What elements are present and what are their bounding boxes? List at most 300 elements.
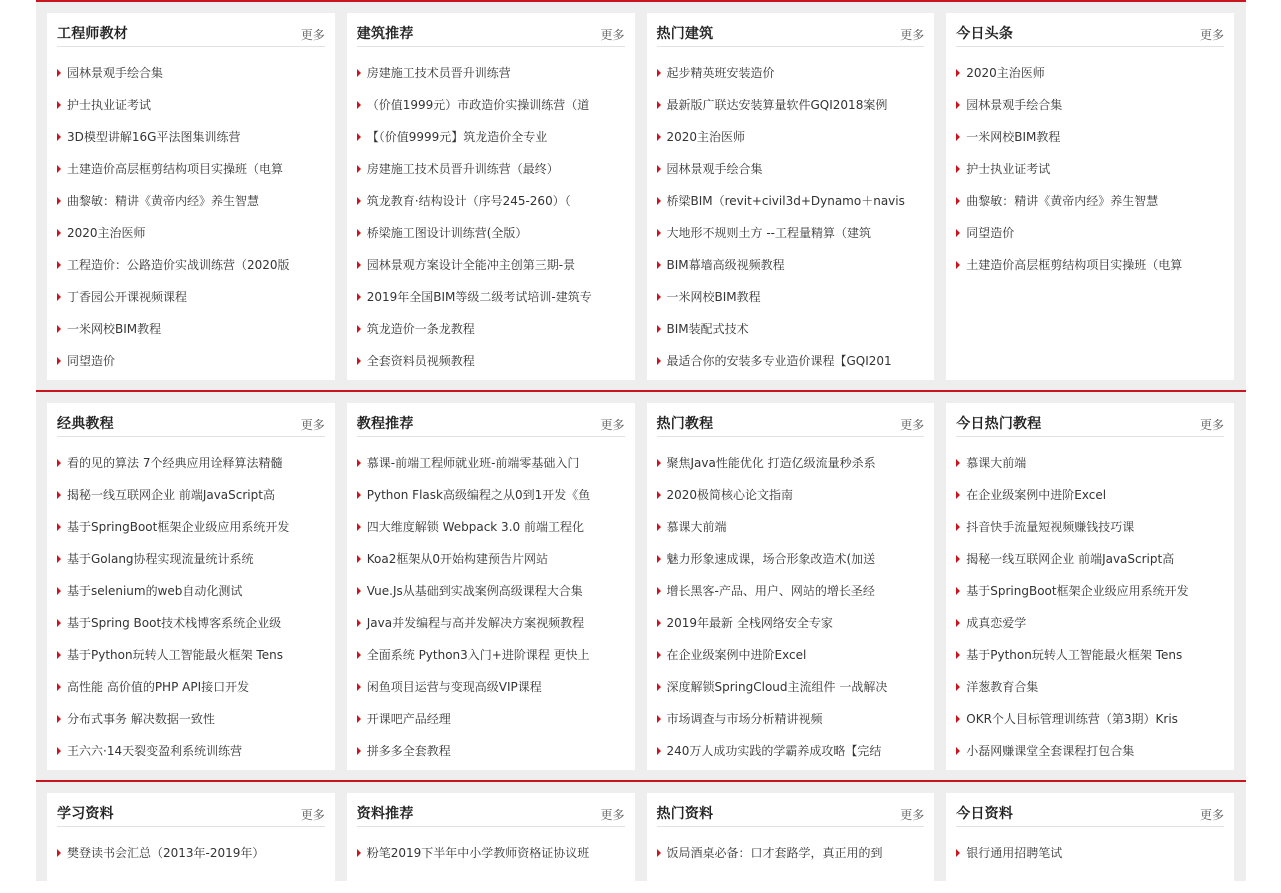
caret-right-icon	[956, 101, 960, 109]
more-link[interactable]: 更多	[900, 418, 925, 432]
list-item-label: 魅力形象速成课，场合形象改造术(加送	[666, 552, 876, 566]
list-item[interactable]	[357, 89, 625, 121]
caret-right-icon	[956, 197, 960, 205]
caret-right-icon	[657, 523, 661, 531]
list-item-label: 闲鱼项目运营与变现高级VIP课程	[366, 680, 542, 694]
list-item-label: 基于Golang协程实现流量统计系统	[67, 552, 254, 566]
list-item[interactable]	[956, 575, 1224, 607]
list-item-label: 一米网校BIM教程	[67, 322, 162, 336]
list-item-label: 桥梁BIM（revit+civil3d+Dynamo＋navis	[666, 194, 905, 208]
list-item[interactable]	[657, 345, 925, 377]
caret-right-icon	[956, 229, 960, 237]
caret-right-icon	[657, 197, 661, 205]
caret-right-icon	[657, 229, 661, 237]
list-item[interactable]	[956, 121, 1224, 153]
list-item-label: 筑龙教育·结构设计（序号245-260）（	[366, 194, 571, 208]
list-item-label: 揭秘一线互联网企业 前端JavaScript高	[966, 552, 1175, 566]
list-item[interactable]	[357, 345, 625, 377]
more-link[interactable]: 更多	[1199, 808, 1224, 822]
list-item[interactable]	[657, 281, 925, 313]
list-item-label: 最新版广联达安装算量软件GQI2018案例	[666, 98, 888, 112]
list-item[interactable]	[57, 185, 325, 217]
panel-list	[956, 47, 1224, 281]
caret-right-icon	[657, 261, 661, 269]
list-item[interactable]	[956, 671, 1224, 703]
content-section	[36, 780, 1246, 881]
caret-right-icon	[57, 619, 61, 627]
panel-title: 教程推荐	[356, 416, 414, 432]
caret-right-icon	[57, 651, 61, 659]
caret-right-icon	[57, 459, 61, 467]
list-item-label: 护士执业证考试	[966, 162, 1051, 176]
caret-right-icon	[657, 165, 661, 173]
list-item-label: 2020主治医师	[666, 130, 746, 144]
list-item-label: 工程造价：公路造价实战训练营（2020版	[67, 258, 290, 272]
list-item-label: 土建造价高层框剪结构项目实操班（电算	[67, 162, 284, 176]
list-item[interactable]	[57, 735, 325, 767]
list-item[interactable]	[357, 249, 625, 281]
list-item[interactable]	[57, 511, 325, 543]
list-item[interactable]	[357, 313, 625, 345]
panel-title: 今日资料	[956, 806, 1014, 822]
list-item[interactable]	[57, 89, 325, 121]
caret-right-icon	[57, 133, 61, 141]
list-item-label: 拼多多全套教程	[366, 744, 451, 758]
list-item-label: 最适合你的安装多专业造价课程【GQI201	[666, 354, 892, 368]
list-item[interactable]	[657, 249, 925, 281]
list-item[interactable]	[357, 185, 625, 217]
list-item[interactable]	[357, 479, 625, 511]
list-item-label: 曲黎敏：精讲《黄帝内经》养生智慧	[67, 194, 260, 208]
list-item-label: Vue.Js从基础到实战案例高级课程大合集	[366, 584, 583, 598]
list-item[interactable]	[956, 543, 1224, 575]
list-item[interactable]	[57, 671, 325, 703]
list-item[interactable]	[956, 217, 1224, 249]
list-item-label: 慕课大前端	[966, 456, 1027, 470]
list-item[interactable]	[357, 511, 625, 543]
panel-list	[357, 827, 625, 869]
caret-right-icon	[357, 101, 361, 109]
list-item-label: 2020主治医师	[966, 66, 1045, 80]
list-item[interactable]	[357, 735, 625, 767]
list-item-label: 房建施工技术员晋升训练营	[366, 66, 511, 80]
caret-right-icon	[657, 555, 661, 563]
list-item[interactable]	[357, 447, 625, 479]
caret-right-icon	[57, 357, 61, 365]
panel-header	[956, 793, 1224, 827]
panel-list	[357, 47, 625, 377]
list-item[interactable]	[657, 837, 925, 869]
list-item-label: 起步精英班安装造价	[666, 66, 775, 80]
list-item[interactable]	[57, 57, 325, 89]
caret-right-icon	[357, 555, 361, 563]
caret-right-icon	[57, 293, 61, 301]
caret-right-icon	[357, 357, 361, 365]
panel-list	[57, 47, 325, 377]
content-section	[36, 0, 1246, 390]
list-item[interactable]	[657, 217, 925, 249]
list-item[interactable]	[956, 249, 1224, 281]
list-item[interactable]	[57, 249, 325, 281]
caret-right-icon	[57, 747, 61, 755]
list-panel	[347, 403, 635, 770]
caret-right-icon	[57, 325, 61, 333]
caret-right-icon	[357, 261, 361, 269]
caret-right-icon	[956, 651, 960, 659]
caret-right-icon	[657, 619, 661, 627]
list-item-label: 同望造价	[67, 354, 116, 368]
list-item-label: 3D模型讲解16G平法图集训练营	[67, 130, 241, 144]
caret-right-icon	[956, 683, 960, 691]
list-item[interactable]	[657, 447, 925, 479]
caret-right-icon	[956, 747, 960, 755]
caret-right-icon	[357, 165, 361, 173]
list-item-label: 基于Spring Boot技术栈博客系统企业级	[67, 616, 282, 630]
caret-right-icon	[57, 555, 61, 563]
list-item[interactable]	[357, 575, 625, 607]
list-item[interactable]	[657, 511, 925, 543]
list-item[interactable]	[956, 57, 1224, 89]
list-item[interactable]	[57, 575, 325, 607]
list-item[interactable]	[657, 479, 925, 511]
caret-right-icon	[357, 849, 361, 857]
list-item-label: 2019年全国BIM等级二级考试培训-建筑专	[366, 290, 592, 304]
list-item[interactable]	[57, 313, 325, 345]
caret-right-icon	[57, 587, 61, 595]
list-item-label: 小磊网赚课堂全套课程打包合集	[966, 744, 1135, 758]
list-item[interactable]	[956, 479, 1224, 511]
list-item[interactable]	[357, 543, 625, 575]
list-panel	[347, 793, 635, 893]
list-item[interactable]	[57, 639, 325, 671]
list-panel	[47, 793, 335, 893]
list-item[interactable]	[657, 735, 925, 767]
list-item-label: （价值1999元）市政造价实操训练营（道	[366, 98, 590, 112]
list-item-label: 饭局酒桌必备：口才套路学，真正用的到	[666, 846, 883, 860]
caret-right-icon	[657, 683, 661, 691]
list-item-label: 全面系统 Python3入门+进阶课程 更快上	[366, 648, 590, 662]
list-item[interactable]	[57, 479, 325, 511]
list-item[interactable]	[657, 639, 925, 671]
caret-right-icon	[657, 587, 661, 595]
list-item[interactable]	[956, 735, 1224, 767]
caret-right-icon	[956, 165, 960, 173]
caret-right-icon	[657, 849, 661, 857]
list-item-label: Koa2框架从0开始构建预告片网站	[366, 552, 548, 566]
list-item[interactable]	[956, 447, 1224, 479]
panel-header	[956, 403, 1224, 437]
list-item[interactable]	[357, 703, 625, 735]
list-item-label: 护士执业证考试	[67, 98, 152, 112]
list-item-label: 基于selenium的web自动化测试	[67, 584, 243, 598]
list-item[interactable]	[956, 89, 1224, 121]
caret-right-icon	[956, 459, 960, 467]
panel-list	[57, 827, 325, 869]
list-item-label: 基于SpringBoot框架企业级应用系统开发	[966, 584, 1189, 598]
list-item-label: 桥梁施工图设计训练营(全版）	[366, 226, 528, 240]
list-item[interactable]	[357, 639, 625, 671]
list-item-label: 王六六·14天裂变盈利系统训练营	[67, 744, 243, 758]
list-item-label: 2020主治医师	[67, 226, 146, 240]
list-item-label: 【（价值9999元】筑龙造价全专业	[366, 130, 548, 144]
content-section	[36, 390, 1246, 780]
panel-header	[357, 403, 625, 437]
list-item-label: OKR个人目标管理训练营（第3期）Kris	[966, 712, 1178, 726]
more-link[interactable]: 更多	[900, 808, 925, 822]
list-item-label: 慕课-前端工程师就业班-前端零基础入门	[366, 456, 580, 470]
list-item[interactable]	[357, 121, 625, 153]
list-item-label: 在企业级案例中进阶Excel	[966, 488, 1107, 502]
list-panel	[47, 403, 335, 770]
caret-right-icon	[57, 101, 61, 109]
panel-title: 资料推荐	[356, 806, 414, 822]
list-item-label: 园林景观方案设计全能冲主创第三期-景	[366, 258, 576, 272]
caret-right-icon	[57, 69, 61, 77]
list-item[interactable]	[57, 607, 325, 639]
caret-right-icon	[357, 133, 361, 141]
caret-right-icon	[657, 293, 661, 301]
list-item-label: 基于Python玩转人工智能最火框架 Tens	[67, 648, 283, 662]
list-item[interactable]	[357, 607, 625, 639]
caret-right-icon	[956, 69, 960, 77]
caret-right-icon	[657, 715, 661, 723]
caret-right-icon	[657, 133, 661, 141]
list-item-label: 曲黎敏：精讲《黄帝内经》养生智慧	[966, 194, 1159, 208]
caret-right-icon	[956, 261, 960, 269]
list-item[interactable]	[956, 837, 1224, 869]
caret-right-icon	[357, 325, 361, 333]
list-item-label: 2020极简核心论文指南	[666, 488, 794, 502]
caret-right-icon	[57, 491, 61, 499]
caret-right-icon	[57, 523, 61, 531]
caret-right-icon	[657, 747, 661, 755]
list-item-label: BIM装配式技术	[666, 322, 749, 336]
list-item[interactable]	[956, 703, 1224, 735]
panel-list	[657, 47, 925, 377]
list-item-label: 园林景观手绘合集	[666, 162, 763, 176]
list-item[interactable]	[657, 185, 925, 217]
list-item[interactable]	[956, 607, 1224, 639]
list-item-label: 市场调查与市场分析精讲视频	[666, 712, 823, 726]
list-item[interactable]	[657, 575, 925, 607]
list-item[interactable]	[956, 185, 1224, 217]
caret-right-icon	[357, 651, 361, 659]
caret-right-icon	[57, 849, 61, 857]
panel-header	[57, 403, 325, 437]
caret-right-icon	[57, 229, 61, 237]
list-item[interactable]	[357, 837, 625, 869]
list-item-label: 房建施工技术员晋升训练营（最终）	[366, 162, 559, 176]
list-item[interactable]	[357, 153, 625, 185]
more-link[interactable]: 更多	[300, 28, 325, 42]
list-panel	[347, 13, 635, 380]
list-panel	[647, 13, 935, 380]
list-item[interactable]	[657, 671, 925, 703]
list-item[interactable]	[57, 217, 325, 249]
panel-header	[956, 13, 1224, 47]
list-item-label: 洋葱教育合集	[966, 680, 1039, 694]
more-link[interactable]: 更多	[900, 28, 925, 42]
list-item[interactable]	[57, 703, 325, 735]
panel-list	[956, 437, 1224, 767]
list-item[interactable]	[57, 837, 325, 869]
list-item-label: 240万人成功实践的学霸养成攻略【完结	[666, 744, 882, 758]
list-item-label: 四大维度解锁 Webpack 3.0 前端工程化	[366, 520, 584, 534]
more-link[interactable]: 更多	[300, 418, 325, 432]
list-item[interactable]	[657, 153, 925, 185]
list-item-label: 在企业级案例中进阶Excel	[666, 648, 807, 662]
panel-title: 热门资料	[656, 806, 714, 822]
caret-right-icon	[357, 523, 361, 531]
list-item-label: BIM幕墙高级视频教程	[666, 258, 785, 272]
caret-right-icon	[657, 69, 661, 77]
list-item-label: 土建造价高层框剪结构项目实操班（电算	[966, 258, 1183, 272]
list-panel	[647, 793, 935, 893]
caret-right-icon	[657, 325, 661, 333]
panel-title: 建筑推荐	[356, 26, 414, 42]
panel-header	[657, 13, 925, 47]
caret-right-icon	[657, 491, 661, 499]
list-panel	[946, 13, 1234, 380]
list-item[interactable]	[57, 447, 325, 479]
caret-right-icon	[657, 459, 661, 467]
list-item[interactable]	[956, 153, 1224, 185]
caret-right-icon	[956, 587, 960, 595]
panel-header	[357, 13, 625, 47]
panel-title: 今日热门教程	[956, 416, 1042, 432]
panel-title: 学习资料	[57, 806, 114, 822]
panel-title: 经典教程	[57, 416, 114, 432]
more-link[interactable]: 更多	[600, 28, 625, 42]
caret-right-icon	[57, 165, 61, 173]
list-item-label: 基于Python玩转人工智能最火框架 Tens	[966, 648, 1183, 662]
list-item-label: 樊登读书会汇总（2013年-2019年）	[67, 846, 265, 860]
list-panel	[47, 13, 335, 380]
caret-right-icon	[657, 101, 661, 109]
panel-header	[357, 793, 625, 827]
caret-right-icon	[357, 683, 361, 691]
more-link[interactable]: 更多	[1199, 418, 1224, 432]
list-item-label: 聚焦Java性能优化 打造亿级流量秒杀系	[666, 456, 876, 470]
panel-list	[956, 827, 1224, 869]
list-item-label: 大地形不规则土方 --工程量精算（建筑	[666, 226, 871, 240]
caret-right-icon	[357, 69, 361, 77]
list-item[interactable]	[657, 89, 925, 121]
list-item[interactable]	[657, 543, 925, 575]
caret-right-icon	[357, 587, 361, 595]
list-item[interactable]	[57, 543, 325, 575]
panel-title: 今日头条	[956, 26, 1014, 42]
list-item-label: 增长黑客-产品、用户、网站的增长圣经	[666, 584, 875, 598]
list-item-label: 基于SpringBoot框架企业级应用系统开发	[67, 520, 290, 534]
list-item-label: 丁香园公开课视频课程	[67, 290, 188, 304]
list-item[interactable]	[657, 607, 925, 639]
caret-right-icon	[357, 747, 361, 755]
list-item-label: 看的见的算法 7个经典应用诠释算法精髓	[67, 456, 283, 470]
panel-header	[57, 13, 325, 47]
list-item[interactable]	[57, 281, 325, 313]
list-item-label: 粉笔2019下半年中小学教师资格证协议班	[366, 846, 590, 860]
list-item[interactable]	[357, 217, 625, 249]
list-item[interactable]	[357, 57, 625, 89]
list-item[interactable]	[956, 639, 1224, 671]
panel-header	[57, 793, 325, 827]
caret-right-icon	[357, 459, 361, 467]
panel-header	[657, 793, 925, 827]
list-item[interactable]	[657, 313, 925, 345]
caret-right-icon	[956, 555, 960, 563]
caret-right-icon	[57, 715, 61, 723]
caret-right-icon	[357, 229, 361, 237]
caret-right-icon	[357, 715, 361, 723]
list-item-label: 园林景观手绘合集	[966, 98, 1063, 112]
more-link[interactable]: 更多	[600, 808, 625, 822]
caret-right-icon	[956, 491, 960, 499]
caret-right-icon	[657, 651, 661, 659]
caret-right-icon	[956, 133, 960, 141]
caret-right-icon	[956, 523, 960, 531]
caret-right-icon	[357, 491, 361, 499]
panel-list	[657, 437, 925, 767]
caret-right-icon	[657, 357, 661, 365]
list-item-label: 筑龙造价一条龙教程	[366, 322, 475, 336]
list-panel	[946, 793, 1234, 893]
list-panel	[946, 403, 1234, 770]
panel-title: 工程师教材	[57, 26, 128, 42]
more-link[interactable]: 更多	[1199, 28, 1224, 42]
list-item-label: 园林景观手绘合集	[67, 66, 164, 80]
list-item[interactable]	[57, 153, 325, 185]
content-wrapper	[36, 0, 1246, 881]
caret-right-icon	[357, 293, 361, 301]
list-item[interactable]	[57, 345, 325, 377]
caret-right-icon	[956, 619, 960, 627]
list-item[interactable]	[657, 121, 925, 153]
caret-right-icon	[57, 197, 61, 205]
panel-header	[657, 403, 925, 437]
list-item-label: 同望造价	[966, 226, 1015, 240]
panel-title: 热门建筑	[656, 26, 714, 42]
caret-right-icon	[357, 197, 361, 205]
list-item-label: 揭秘一线互联网企业 前端JavaScript高	[67, 488, 275, 502]
list-item-label: 一米网校BIM教程	[666, 290, 761, 304]
list-item[interactable]	[357, 671, 625, 703]
panel-list	[357, 437, 625, 767]
list-item-label: 慕课大前端	[666, 520, 727, 534]
caret-right-icon	[956, 715, 960, 723]
more-link[interactable]: 更多	[600, 418, 625, 432]
list-item-label: Python Flask高级编程之从0到1开发《鱼	[366, 488, 591, 502]
list-item[interactable]	[57, 121, 325, 153]
list-item-label: 深度解锁SpringCloud主流组件 一战解决	[666, 680, 888, 694]
list-item-label: 银行通用招聘笔试	[966, 846, 1063, 860]
list-item-label: 2019年最新 全栈网络安全专家	[666, 616, 833, 630]
more-link[interactable]: 更多	[300, 808, 325, 822]
caret-right-icon	[57, 261, 61, 269]
list-item[interactable]	[657, 703, 925, 735]
caret-right-icon	[57, 683, 61, 691]
list-item-label: 分布式事务 解决数据一致性	[67, 712, 215, 726]
list-item[interactable]	[956, 511, 1224, 543]
list-item-label: 开课吧产品经理	[366, 712, 451, 726]
list-item[interactable]	[357, 281, 625, 313]
list-item-label: 一米网校BIM教程	[966, 130, 1061, 144]
list-item-label: 高性能 高价值的PHP API接口开发	[67, 680, 250, 694]
list-item-label: Java并发编程与高并发解决方案视频教程	[366, 616, 585, 630]
caret-right-icon	[357, 619, 361, 627]
list-item[interactable]	[657, 57, 925, 89]
caret-right-icon	[956, 849, 960, 857]
